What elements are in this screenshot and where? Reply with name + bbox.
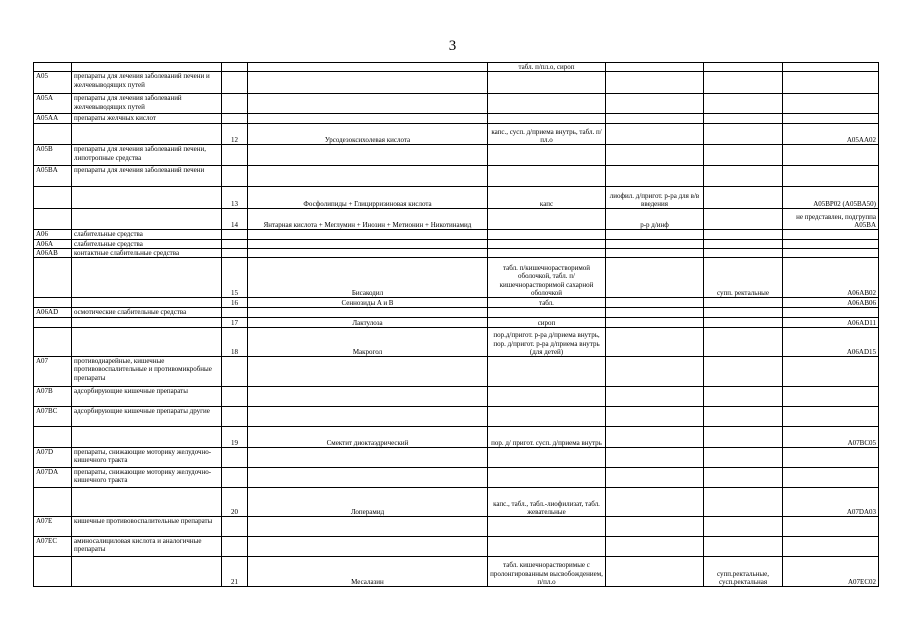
- rectal-forms-cell: [704, 209, 783, 230]
- drug-name-cell: [248, 357, 488, 387]
- dosage-forms-cell: [488, 209, 606, 230]
- table-row: [34, 124, 879, 145]
- atx-code-cell: A05BP02 (A05BA50): [783, 187, 879, 209]
- injection-forms-cell: [606, 114, 704, 124]
- rectal-forms-cell: [704, 407, 783, 427]
- rectal-forms-cell: [704, 248, 783, 257]
- rectal-forms-cell: [704, 145, 783, 166]
- dosage-forms-cell: табл. п/пл.о, сироп: [488, 63, 606, 72]
- item-number-cell: [222, 357, 248, 387]
- rectal-forms-cell: [704, 72, 783, 94]
- item-number-cell: [222, 537, 248, 557]
- atx-code-cell: [783, 448, 879, 468]
- injection-forms-cell: [606, 166, 704, 187]
- rectal-forms-cell: [704, 427, 783, 448]
- injection-forms-cell: [606, 357, 704, 387]
- drug-list-table: [33, 62, 879, 587]
- rectal-forms-cell: супп. ректальные: [704, 258, 783, 298]
- item-number-cell: [222, 387, 248, 407]
- atc-code-cell: [34, 328, 72, 357]
- item-number-cell: [222, 230, 248, 239]
- drug-name-cell: Бисакодил: [248, 258, 488, 298]
- atx-code-cell: [783, 230, 879, 239]
- item-number-cell: 19: [222, 427, 248, 448]
- rectal-forms-cell: [704, 537, 783, 557]
- atx-code-cell: [783, 537, 879, 557]
- atc-code-cell: A05BA: [34, 166, 72, 187]
- drug-name-cell: [248, 94, 488, 114]
- drug-name-cell: [248, 387, 488, 407]
- drug-name-cell: [248, 407, 488, 427]
- drug-name-cell: [248, 166, 488, 187]
- drug-name-cell: [248, 517, 488, 537]
- rectal-forms-cell: [704, 517, 783, 537]
- atx-code-cell: A07EC02: [783, 557, 879, 587]
- drug-name-cell: Лоперамид: [248, 488, 488, 517]
- atc-code-cell: [34, 124, 72, 145]
- table-row: [34, 308, 879, 318]
- atc-code-cell: A06AD: [34, 308, 72, 318]
- rectal-forms-cell: [704, 488, 783, 517]
- table-row: [34, 114, 879, 124]
- item-number-cell: 12: [222, 124, 248, 145]
- table-row: [34, 407, 879, 427]
- atc-code-cell: A05B: [34, 145, 72, 166]
- group-description-cell: адсорбирующие кишечные препараты другие: [72, 407, 222, 427]
- table-row: [34, 427, 879, 448]
- atx-code-cell: [783, 517, 879, 537]
- dosage-forms-cell: [488, 145, 606, 166]
- atx-code-cell: A07BC05: [783, 427, 879, 448]
- table-row: [34, 357, 879, 387]
- table-row: [34, 230, 879, 239]
- dosage-forms-cell: [488, 308, 606, 318]
- group-description-cell: [72, 328, 222, 357]
- atx-code-cell: A07DA03: [783, 488, 879, 517]
- atc-code-cell: A05AA: [34, 114, 72, 124]
- rectal-forms-cell: [704, 357, 783, 387]
- injection-forms-cell: [606, 145, 704, 166]
- drug-name-cell: [248, 114, 488, 124]
- group-description-cell: [72, 557, 222, 587]
- table-row: [34, 209, 879, 230]
- group-description-cell: [72, 124, 222, 145]
- drug-name-cell: [248, 537, 488, 557]
- drug-name-cell: [248, 230, 488, 239]
- dosage-forms-cell: [488, 468, 606, 488]
- table-row: [34, 488, 879, 517]
- group-description-cell: слабительные средства: [72, 239, 222, 248]
- atc-code-cell: A06: [34, 230, 72, 239]
- group-description-cell: слабительные средства: [72, 230, 222, 239]
- atc-code-cell: A07EC: [34, 537, 72, 557]
- group-description-cell: осмотические слабительные средства: [72, 308, 222, 318]
- rectal-forms-cell: [704, 328, 783, 357]
- atx-code-cell: [783, 468, 879, 488]
- dosage-forms-cell: сироп: [488, 318, 606, 328]
- drug-name-cell: Смектит диоктаэдрический: [248, 427, 488, 448]
- rectal-forms-cell: [704, 124, 783, 145]
- dosage-forms-cell: [488, 517, 606, 537]
- group-description-cell: [72, 298, 222, 308]
- dosage-forms-cell: табл. кишечнорастворимые с пролонгированным высвобождением, п/пл.о: [488, 557, 606, 587]
- dosage-forms-cell: [488, 72, 606, 94]
- atx-code-cell: [783, 387, 879, 407]
- table-row: [34, 318, 879, 328]
- item-number-cell: 21: [222, 557, 248, 587]
- table-row: [34, 94, 879, 114]
- injection-forms-cell: [606, 407, 704, 427]
- atc-code-cell: [34, 209, 72, 230]
- drug-name-cell: [248, 63, 488, 72]
- rectal-forms-cell: [704, 318, 783, 328]
- dosage-forms-cell: пор.д/пригот. р-ра д/приема внутрь, пор. д/пригот. р-ра д/приема внутрь (для детей): [488, 328, 606, 357]
- injection-forms-cell: лиофил. д/пригот. р-ра для в/в введения: [606, 187, 704, 209]
- atc-code-cell: [34, 488, 72, 517]
- drug-name-cell: [248, 239, 488, 248]
- atx-code-cell: A05AA02: [783, 124, 879, 145]
- drug-name-cell: Лактулоза: [248, 318, 488, 328]
- atc-code-cell: A07B: [34, 387, 72, 407]
- rectal-forms-cell: [704, 448, 783, 468]
- atc-code-cell: A07: [34, 357, 72, 387]
- item-number-cell: 17: [222, 318, 248, 328]
- group-description-cell: препараты, снижающие моторику желудочно-кишечного тракта: [72, 468, 222, 488]
- table-row: [34, 187, 879, 209]
- group-description-cell: препараты для лечения заболеваний печени и желчевыводящих путей: [72, 72, 222, 94]
- injection-forms-cell: [606, 72, 704, 94]
- item-number-cell: 14: [222, 209, 248, 230]
- injection-forms-cell: [606, 63, 704, 72]
- dosage-forms-cell: [488, 166, 606, 187]
- injection-forms-cell: [606, 448, 704, 468]
- table-row: [34, 387, 879, 407]
- item-number-cell: [222, 308, 248, 318]
- atx-code-cell: A06AD15: [783, 328, 879, 357]
- rectal-forms-cell: [704, 166, 783, 187]
- atx-code-cell: [783, 308, 879, 318]
- group-description-cell: [72, 318, 222, 328]
- item-number-cell: [222, 248, 248, 257]
- dosage-forms-cell: [488, 448, 606, 468]
- group-description-cell: [72, 258, 222, 298]
- atc-code-cell: A05: [34, 72, 72, 94]
- group-description-cell: адсорбирующие кишечные препараты: [72, 387, 222, 407]
- injection-forms-cell: [606, 230, 704, 239]
- atx-code-cell: [783, 407, 879, 427]
- table-row: [34, 298, 879, 308]
- atx-code-cell: [783, 357, 879, 387]
- atx-code-cell: [783, 72, 879, 94]
- dosage-forms-cell: пор. д/ пригот. сусп. д/приема внутрь: [488, 427, 606, 448]
- item-number-cell: 15: [222, 258, 248, 298]
- table-row: [34, 468, 879, 488]
- drug-name-cell: Сеннозиды A и B: [248, 298, 488, 308]
- dosage-forms-cell: [488, 94, 606, 114]
- atx-code-cell: [783, 63, 879, 72]
- atx-code-cell: A06AB02: [783, 258, 879, 298]
- dosage-forms-cell: табл.: [488, 298, 606, 308]
- atc-code-cell: [34, 318, 72, 328]
- group-description-cell: [72, 488, 222, 517]
- table-row: [34, 328, 879, 357]
- table-row: [34, 63, 879, 72]
- drug-name-cell: Фосфолипиды + Глицирризиновая кислота: [248, 187, 488, 209]
- drug-name-cell: Месалазин: [248, 557, 488, 587]
- injection-forms-cell: [606, 298, 704, 308]
- item-number-cell: [222, 114, 248, 124]
- item-number-cell: [222, 166, 248, 187]
- item-number-cell: 20: [222, 488, 248, 517]
- atc-code-cell: [34, 63, 72, 72]
- item-number-cell: [222, 239, 248, 248]
- atx-code-cell: [783, 166, 879, 187]
- injection-forms-cell: [606, 308, 704, 318]
- atc-code-cell: [34, 298, 72, 308]
- atx-code-cell: не представлен, подгруппа A05BA: [783, 209, 879, 230]
- page-number: 3: [448, 38, 457, 54]
- group-description-cell: [72, 427, 222, 448]
- rectal-forms-cell: [704, 94, 783, 114]
- drug-name-cell: Урсодезоксихолевая кислота: [248, 124, 488, 145]
- injection-forms-cell: [606, 537, 704, 557]
- dosage-forms-cell: капс: [488, 187, 606, 209]
- group-description-cell: препараты для лечения заболеваний печени, липотропные средства: [72, 145, 222, 166]
- injection-forms-cell: [606, 387, 704, 407]
- atc-code-cell: [34, 187, 72, 209]
- atc-code-cell: A07E: [34, 517, 72, 537]
- table-row: [34, 248, 879, 257]
- dosage-forms-cell: [488, 357, 606, 387]
- atc-code-cell: [34, 557, 72, 587]
- injection-forms-cell: [606, 488, 704, 517]
- atx-code-cell: A06AB06: [783, 298, 879, 308]
- atx-code-cell: [783, 145, 879, 166]
- table-row: [34, 72, 879, 94]
- item-number-cell: 18: [222, 328, 248, 357]
- atx-code-cell: [783, 248, 879, 257]
- dosage-forms-cell: капс., сусп. д/приема внутрь, табл. п/пл.о: [488, 124, 606, 145]
- dosage-forms-cell: [488, 387, 606, 407]
- dosage-forms-cell: [488, 114, 606, 124]
- injection-forms-cell: [606, 427, 704, 448]
- group-description-cell: [72, 63, 222, 72]
- atx-code-cell: [783, 239, 879, 248]
- injection-forms-cell: [606, 318, 704, 328]
- atc-code-cell: [34, 258, 72, 298]
- atc-code-cell: A07D: [34, 448, 72, 468]
- rectal-forms-cell: [704, 187, 783, 209]
- atx-code-cell: [783, 114, 879, 124]
- rectal-forms-cell: [704, 230, 783, 239]
- group-description-cell: препараты для лечения заболеваний печени: [72, 166, 222, 187]
- rectal-forms-cell: [704, 114, 783, 124]
- injection-forms-cell: [606, 258, 704, 298]
- atx-code-cell: A06AD11: [783, 318, 879, 328]
- dosage-forms-cell: [488, 248, 606, 257]
- drug-name-cell: [248, 72, 488, 94]
- group-description-cell: [72, 209, 222, 230]
- group-description-cell: препараты, снижающие моторику желудочно-кишечного тракта: [72, 448, 222, 468]
- rectal-forms-cell: [704, 387, 783, 407]
- dosage-forms-cell: капс., табл., табл.-лиофилизат, табл. жевательные: [488, 488, 606, 517]
- table-row: [34, 239, 879, 248]
- table-row: [34, 537, 879, 557]
- drug-name-cell: [248, 468, 488, 488]
- dosage-forms-cell: табл. п/кишечнорастворимой оболочкой, табл. п/кишечнорастворимой сахарной оболочкой: [488, 258, 606, 298]
- injection-forms-cell: [606, 124, 704, 145]
- group-description-cell: аминосалициловая кислота и аналогичные препараты: [72, 537, 222, 557]
- item-number-cell: [222, 145, 248, 166]
- injection-forms-cell: [606, 557, 704, 587]
- group-description-cell: контактные слабительные средства: [72, 248, 222, 257]
- item-number-cell: 16: [222, 298, 248, 308]
- atc-code-cell: A07BC: [34, 407, 72, 427]
- dosage-forms-cell: [488, 537, 606, 557]
- rectal-forms-cell: [704, 468, 783, 488]
- injection-forms-cell: [606, 94, 704, 114]
- atc-code-cell: A06A: [34, 239, 72, 248]
- item-number-cell: 13: [222, 187, 248, 209]
- item-number-cell: [222, 72, 248, 94]
- injection-forms-cell: [606, 239, 704, 248]
- dosage-forms-cell: [488, 239, 606, 248]
- table-row: [34, 166, 879, 187]
- table-row: [34, 258, 879, 298]
- injection-forms-cell: [606, 248, 704, 257]
- table-row: [34, 557, 879, 587]
- injection-forms-cell: [606, 468, 704, 488]
- drug-name-cell: [248, 308, 488, 318]
- group-description-cell: противодиарейные, кишечные противовоспалительные и противомикробные препараты: [72, 357, 222, 387]
- item-number-cell: [222, 468, 248, 488]
- rectal-forms-cell: [704, 239, 783, 248]
- rectal-forms-cell: супп.ректальные, сусп.ректальная: [704, 557, 783, 587]
- rectal-forms-cell: [704, 63, 783, 72]
- group-description-cell: кишечные противовоспалительные препараты: [72, 517, 222, 537]
- injection-forms-cell: [606, 328, 704, 357]
- drug-name-cell: Макрогол: [248, 328, 488, 357]
- atc-code-cell: A06AB: [34, 248, 72, 257]
- item-number-cell: [222, 448, 248, 468]
- drug-name-cell: [248, 448, 488, 468]
- group-description-cell: препараты желчных кислот: [72, 114, 222, 124]
- atc-code-cell: A05A: [34, 94, 72, 114]
- item-number-cell: [222, 63, 248, 72]
- table-row: [34, 517, 879, 537]
- drug-name-cell: Янтарная кислота + Меглумин + Инозин + Метионин + Никотинамид: [248, 209, 488, 230]
- group-description-cell: препараты для лечения заболеваний желчевыводящих путей: [72, 94, 222, 114]
- drug-name-cell: [248, 248, 488, 257]
- rectal-forms-cell: [704, 298, 783, 308]
- atc-code-cell: [34, 427, 72, 448]
- atc-code-cell: A07DA: [34, 468, 72, 488]
- item-number-cell: [222, 517, 248, 537]
- group-description-cell: [72, 187, 222, 209]
- table-row: [34, 145, 879, 166]
- rectal-forms-cell: [704, 308, 783, 318]
- dosage-forms-cell: [488, 230, 606, 239]
- table-row: [34, 448, 879, 468]
- item-number-cell: [222, 407, 248, 427]
- drug-name-cell: [248, 145, 488, 166]
- injection-forms-cell: [606, 517, 704, 537]
- dosage-forms-cell: [488, 407, 606, 427]
- item-number-cell: [222, 94, 248, 114]
- atx-code-cell: [783, 94, 879, 114]
- injection-forms-cell: р-р д/инф: [606, 209, 704, 230]
